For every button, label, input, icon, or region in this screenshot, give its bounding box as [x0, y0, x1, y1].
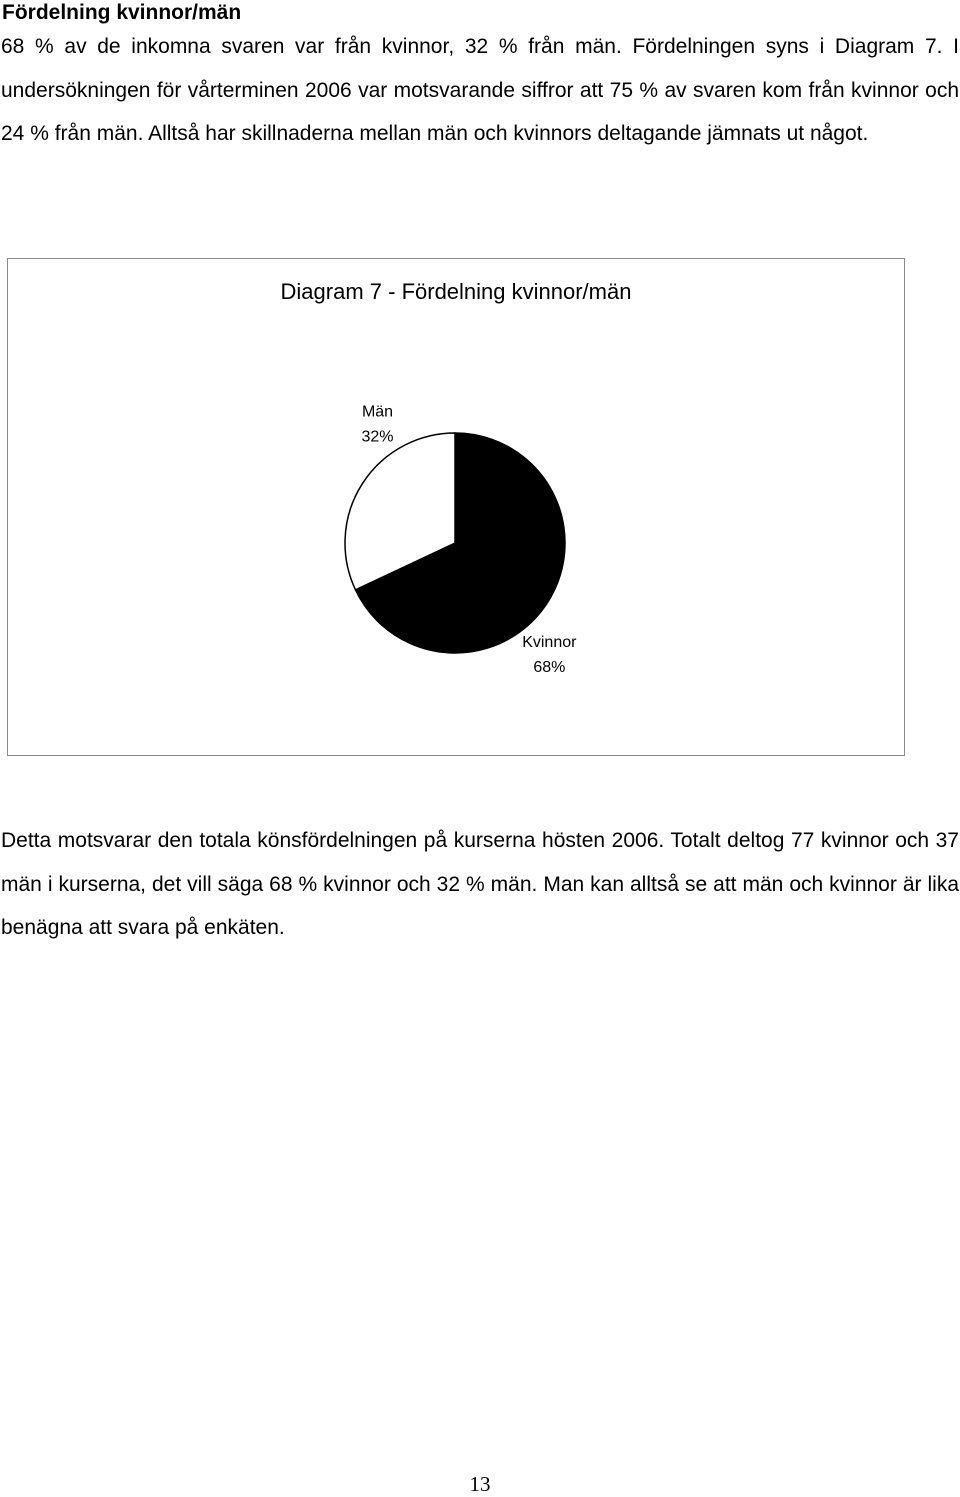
- slice-value-män: 32%: [361, 428, 394, 446]
- slice-label-kvinnor: Kvinnor: [522, 634, 577, 652]
- page-number: 13: [469, 1472, 491, 1496]
- conclusion-paragraph: Detta motsvarar den totala könsfördelningen på kurserna hösten 2006. Totalt deltog 77 kvinnor och 37 män i kurserna, det vill säga 68 % kvinnor och 32 % män. Man kan alltså se att män och kvinnor är lika benägna att svara på enkäten.: [1, 829, 959, 939]
- intro-paragraph: 68 % av de inkomna svaren var från kvinnor, 32 % från män. Fördelningen syns i Diagram 7. I undersökningen för vårterminen 2006 var motsvarande siffror att 75 % av svaren kom från kvinnor och 24 % från män. Alltså har skillnaderna mellan män och kvinnors deltagande jämnats ut något.: [1, 35, 959, 145]
- section-heading: Fördelning kvinnor/män: [2, 1, 242, 24]
- chart-title: Diagram 7 - Fördelning kvinnor/män: [280, 279, 632, 304]
- pie-slices: [345, 433, 565, 653]
- pie-chart-frame: [7, 258, 905, 756]
- slice-label-män: Män: [361, 403, 394, 421]
- pie-chart: [8, 259, 904, 755]
- slice-value-kvinnor: 68%: [533, 659, 566, 677]
